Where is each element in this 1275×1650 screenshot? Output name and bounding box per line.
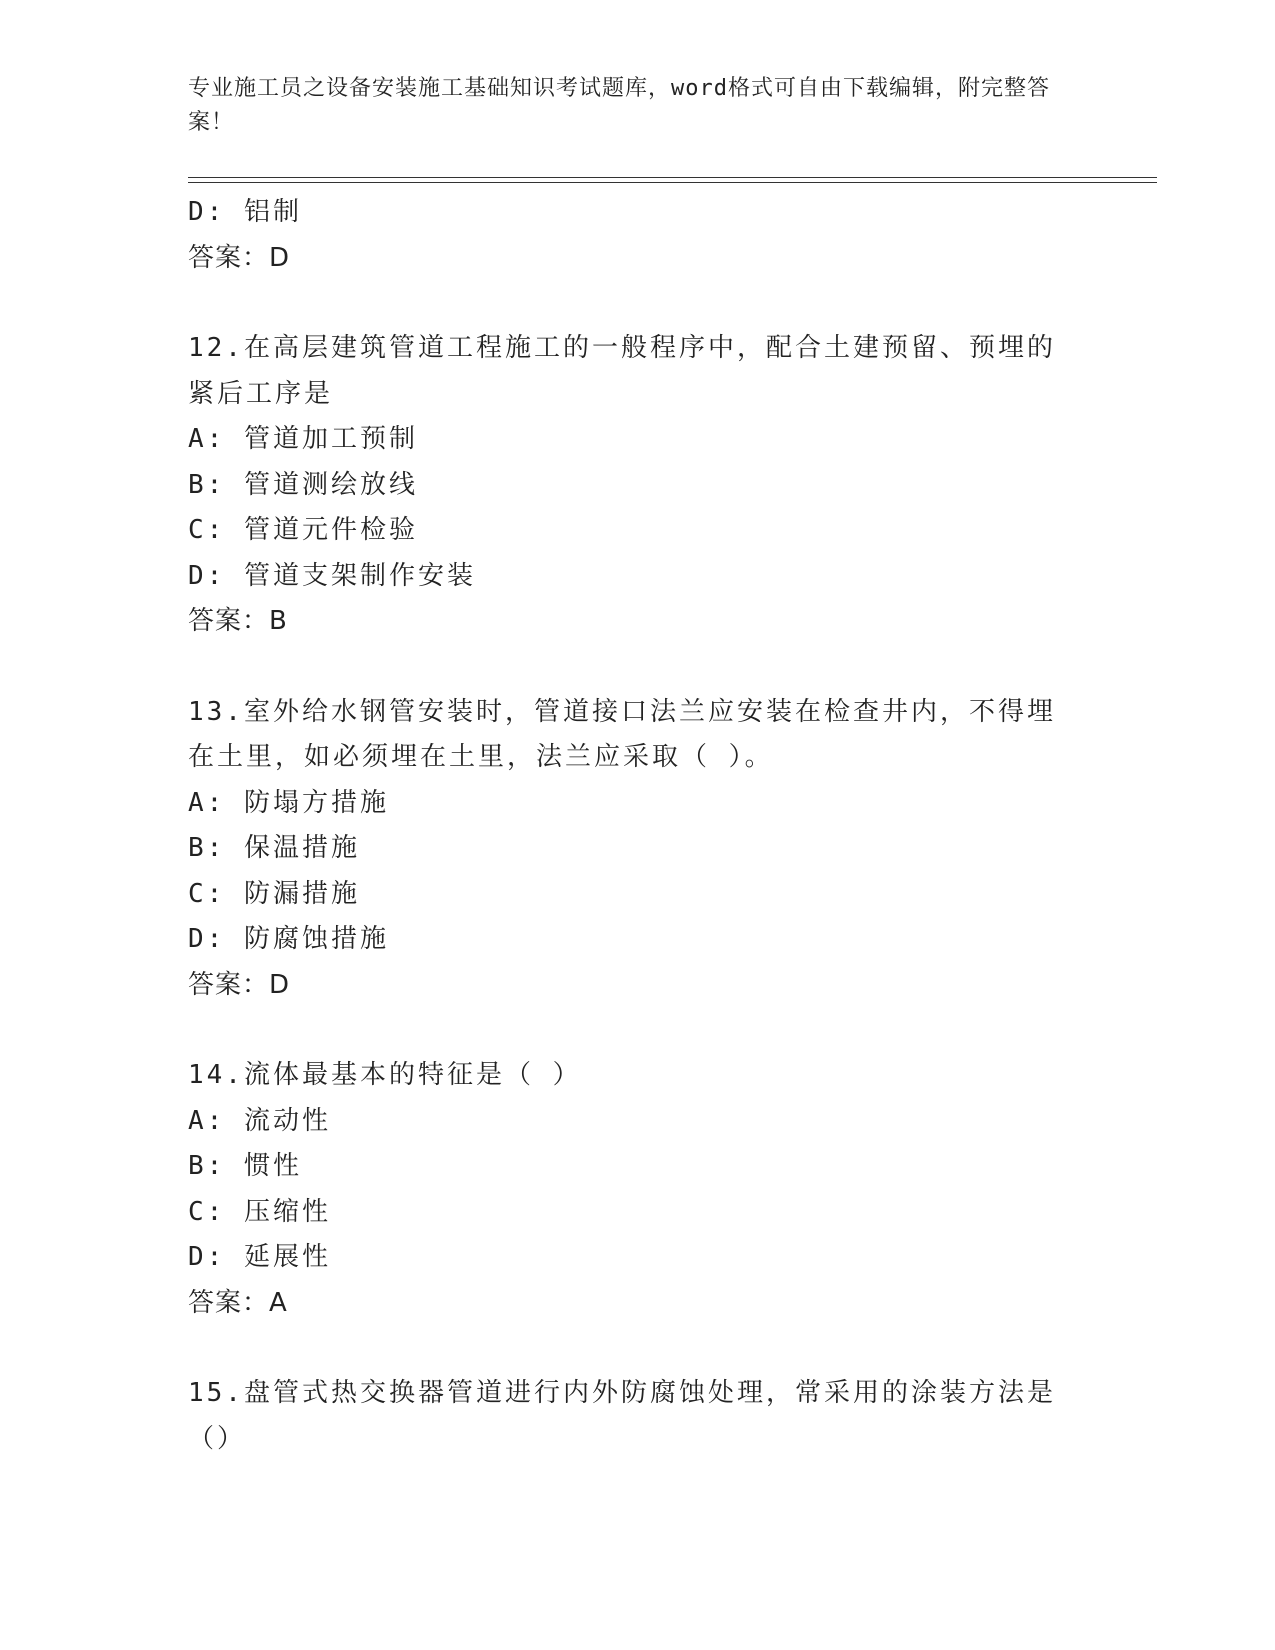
option-a: A: 管道加工预制 xyxy=(188,424,418,454)
option-b: B: 保温措施 xyxy=(188,833,360,863)
option-d: D: 管道支架制作安装 xyxy=(188,560,476,591)
option-b: B: 惯性 xyxy=(188,1151,302,1181)
option-c: C: 管道元件检验 xyxy=(188,515,418,545)
document-body xyxy=(188,190,1088,1462)
question-stem: 14.流体最基本的特征是（ ） xyxy=(188,1060,582,1090)
header-rule-top xyxy=(188,177,1157,178)
answer: 答案：D xyxy=(188,969,291,1000)
option-c: C: 防漏措施 xyxy=(188,878,360,909)
question-13 xyxy=(188,690,1088,1009)
question-stem: 15.盘管式热交换器管道进行内外防腐蚀处理，常采用的涂装方法是（） xyxy=(188,1378,1056,1454)
question-12 xyxy=(188,326,1088,645)
question-15 xyxy=(188,1371,1088,1462)
option-c: C: 压缩性 xyxy=(188,1196,331,1227)
document-header: 专业施工员之设备安装施工基础知识考试题库，word格式可自由下载编辑，附完整答案！ xyxy=(188,76,1050,135)
carryover-answer: 答案：D xyxy=(188,242,291,273)
header-rule-bottom xyxy=(188,182,1157,183)
question-14 xyxy=(188,1053,1088,1326)
option-b: B: 管道测绘放线 xyxy=(188,469,418,500)
carryover-option-d: D: 铝制 xyxy=(188,197,302,227)
option-a: A: 流动性 xyxy=(188,1105,331,1136)
option-d: D: 延展性 xyxy=(188,1242,331,1272)
question-stem: 13.室外给水钢管安装时，管道接口法兰应安装在检查井内，不得埋在土里，如必须埋在土里，法兰应采取（ ）。 xyxy=(188,696,1056,772)
option-a: A: 防塌方措施 xyxy=(188,787,389,818)
question-stem: 12.在高层建筑管道工程施工的一般程序中，配合土建预留、预埋的紧后工序是 xyxy=(188,333,1056,409)
answer: 答案：A xyxy=(188,1287,288,1318)
answer: 答案：B xyxy=(188,606,288,636)
option-d: D: 防腐蚀措施 xyxy=(188,924,389,954)
